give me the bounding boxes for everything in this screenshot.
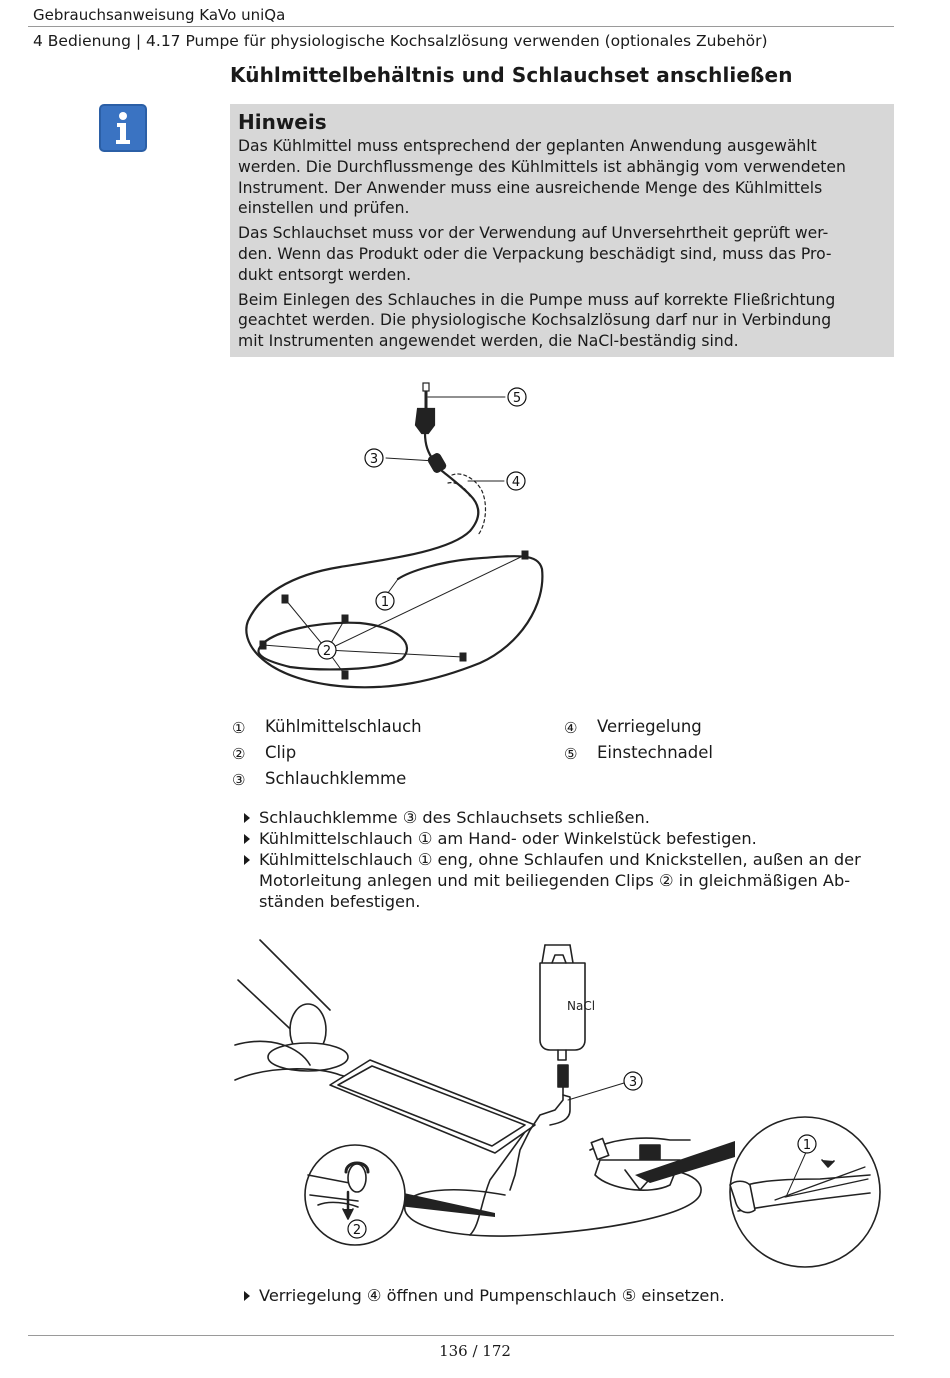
legend-number: ② — [232, 745, 246, 763]
bullet-arrow-icon — [244, 1291, 250, 1301]
legend-label: Kühlmittelschlauch — [265, 717, 422, 736]
document-title: Gebrauchsanweisung KaVo uniQa — [33, 6, 286, 24]
callout-2-label: 2 — [322, 644, 332, 659]
section-heading: Kühlmittelbehältnis und Schlauchset anschließen — [230, 63, 793, 87]
note-box — [230, 104, 894, 357]
page-number: 136 / 172 — [439, 1342, 511, 1360]
step-line: Verriegelung ④ öffnen und Pumpenschlauch ⑤ einsetzen. — [259, 1286, 725, 1305]
breadcrumb: 4 Bedienung | 4.17 Pumpe für physiologische Kochsalzlösung verwenden (optionales Zubehör) — [33, 32, 768, 50]
callout-5-label: 5 — [512, 391, 522, 406]
step-line: Motorleitung anlegen und mit beiliegenden Clips ② in gleichmäßigen Ab- — [259, 871, 851, 890]
note-line: werden. Die Durchflussmenge des Kühlmittels ist abhängig vom verwendeten — [238, 157, 846, 176]
bullet-arrow-icon — [244, 813, 250, 823]
instruction-list — [241, 1285, 881, 1306]
legend-label: Schlauchklemme — [265, 769, 407, 788]
instruction-step — [241, 828, 881, 849]
instruction-list — [241, 807, 881, 912]
bag-label: NaCl — [567, 999, 596, 1013]
legend-number: ① — [232, 719, 246, 737]
instruction-step — [241, 849, 881, 912]
info-icon — [99, 104, 147, 152]
bullet-arrow-icon — [244, 855, 250, 865]
legend-number: ③ — [232, 771, 246, 789]
footer-divider — [28, 1335, 894, 1336]
legend-label: Clip — [265, 743, 297, 762]
bullet-arrow-icon — [244, 834, 250, 844]
note-line: einstellen und prüfen. — [238, 199, 410, 218]
note-line: Beim Einlegen des Schlauches in die Pumpe muss auf korrekte Fließrichtung — [238, 290, 836, 309]
note-title: Hinweis — [238, 110, 327, 134]
instruction-step — [241, 1285, 881, 1306]
legend-label: Verriegelung — [597, 717, 702, 736]
step-line: Kühlmittelschlauch ① eng, ohne Schlaufen und Knickstellen, außen an der — [259, 850, 861, 869]
step-line: Kühlmittelschlauch ① am Hand- oder Winkelstück befestigen. — [259, 829, 757, 848]
callout-3-label: 3 — [628, 1075, 638, 1090]
legend-number: ④ — [564, 719, 578, 737]
callout-3-label: 3 — [369, 452, 379, 467]
note-line: Das Kühlmittel muss entsprechend der geplanten Anwendung ausgewählt — [238, 137, 817, 155]
step-line: Schlauchklemme ③ des Schlauchsets schließen. — [259, 808, 650, 827]
tubing-set-illustration — [230, 375, 570, 705]
callout-2-label: 2 — [352, 1223, 362, 1238]
note-line: den. Wenn das Produkt oder die Verpackung beschädigt sind, muss das Pro- — [238, 244, 832, 263]
callout-1-label: 1 — [802, 1138, 812, 1153]
step-line: ständen befestigen. — [259, 892, 421, 911]
note-paragraph-2 — [238, 223, 886, 285]
callout-1-label: 1 — [380, 595, 390, 610]
note-line: dukt entsorgt werden. — [238, 265, 412, 284]
note-paragraph-1 — [238, 136, 886, 219]
callout-4-label: 4 — [511, 475, 521, 490]
installation-illustration — [230, 935, 890, 1285]
legend-label: Einstechnadel — [597, 743, 713, 762]
instruction-step — [241, 807, 881, 828]
note-paragraph-3 — [238, 290, 886, 352]
note-line: geachtet werden. Die physiologische Kochsalzlösung darf nur in Verbindung — [238, 311, 832, 330]
note-line: Instrument. Der Anwender muss eine ausreichende Menge des Kühlmittels — [238, 178, 823, 197]
legend-number: ⑤ — [564, 745, 578, 763]
header-divider — [28, 26, 894, 27]
note-line: mit Instrumenten angewendet werden, die NaCl-beständig sind. — [238, 332, 739, 351]
note-line: Das Schlauchset muss vor der Verwendung auf Unversehrtheit geprüft wer- — [238, 224, 829, 243]
